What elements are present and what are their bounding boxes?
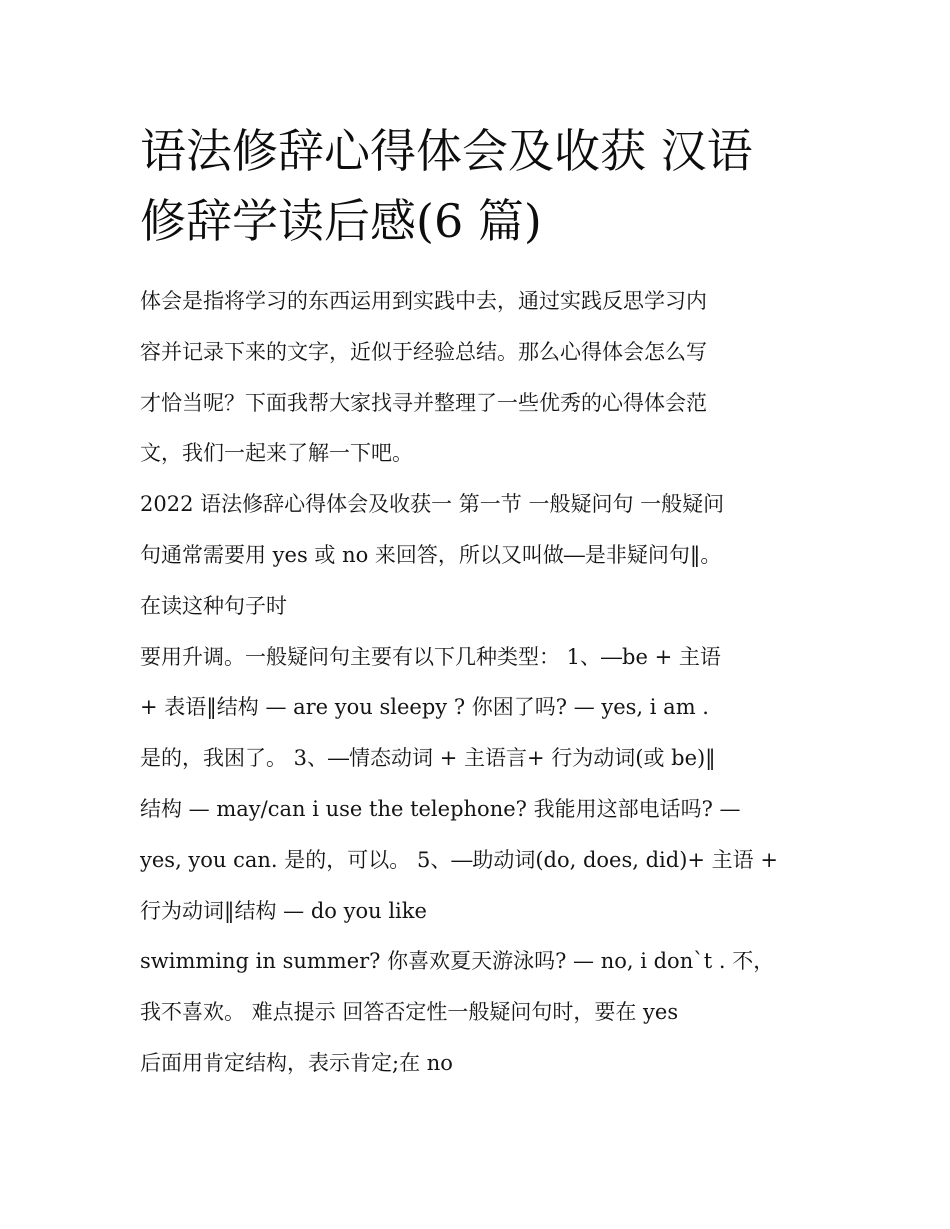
body-line: 结构 — may/can i use the telephone? 我能用这部电话吗? —	[140, 796, 741, 821]
body-line: 才恰当呢？下面我帮大家找寻并整理了一些优秀的心得体会范	[140, 390, 707, 415]
body-line: 文，我们一起来了解一下吧。	[140, 441, 413, 466]
body-line: 句通常需要用 yes 或 no 来回答，所以又叫做―是非疑问句‖。	[140, 542, 722, 567]
body-line: 体会是指将学习的东西运用到实践中去，通过实践反思学习内	[140, 289, 707, 313]
document-body	[140, 276, 820, 1089]
body-line: 容并记录下来的文字，近似于经验总结。那么心得体会怎么写	[140, 339, 707, 364]
body-line: 是的，我困了。 3、―情态动词 + 主语言+ 行为动词(或 be)‖	[140, 746, 716, 771]
document-title	[140, 116, 820, 256]
body-line: 后面用肯定结构，表示肯定;在 no	[140, 1050, 453, 1075]
body-line: 要用升调。一般疑问句主要有以下几种类型： 1、―be + 主语	[140, 644, 721, 669]
title-line: 修辞学读后感(6 篇)	[140, 194, 542, 248]
body-line: 在读这种句子时	[140, 593, 287, 618]
body-line: 我不喜欢。 难点提示 回答否定性一般疑问句时，要在 yes	[140, 1000, 679, 1025]
body-line: 2022 语法修辞心得体会及收获一 第一节 一般疑问句 一般疑问	[140, 492, 725, 517]
body-line: swimming in summer? 你喜欢夏天游泳吗? — no, i don`t . 不，	[140, 949, 775, 974]
body-line: 行为动词‖结构 — do you like	[140, 898, 427, 923]
body-line: + 表语‖结构 — are you sleepy ? 你困了吗? — yes, i am .	[140, 695, 709, 720]
body-line: yes, you can. 是的，可以。 5、―助动词(do, does, did)+ 主语 +	[140, 847, 778, 872]
title-line: 语法修辞心得体会及收获 汉语	[140, 124, 753, 178]
